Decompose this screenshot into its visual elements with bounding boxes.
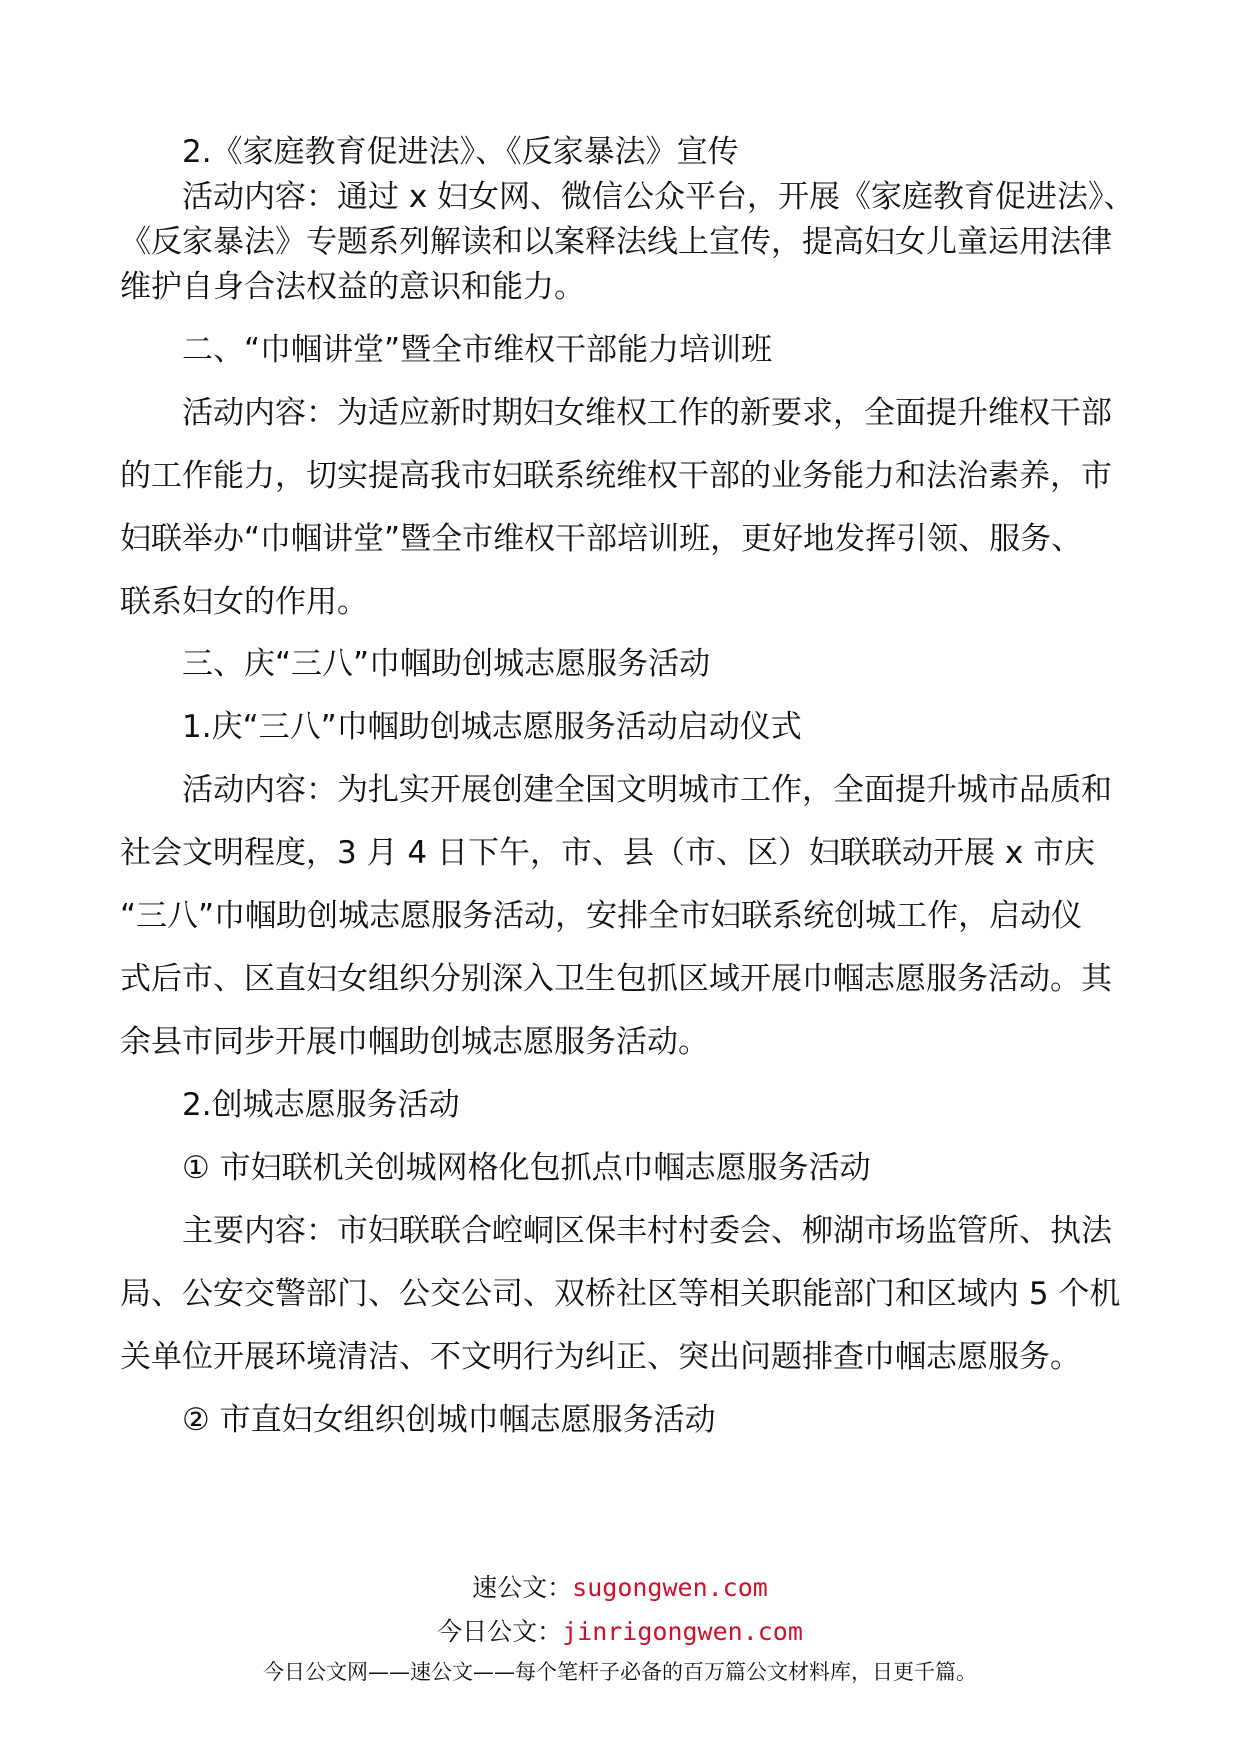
- paragraph-line: “三八”巾帼助创城志愿服务活动，安排全市妇联系统创城工作，启动仪: [120, 898, 1083, 935]
- paragraph-line: 活动内容：为适应新时期妇女维权工作的新要求，全面提升维权干部: [182, 394, 1112, 431]
- footer-tagline: 今日公文网——速公文——每个笔杆子必备的百万篇公文材料库，日更千篇。: [263, 1660, 977, 1684]
- list-item-1: ① 市妇联机关创城网格化包抓点巾帼志愿服务活动: [182, 1149, 871, 1186]
- paragraph-line: 余县市同步开展巾帼助创城志愿服务活动。: [120, 1024, 709, 1061]
- paragraph-line: 维护自身合法权益的意识和能力。: [120, 268, 585, 305]
- list-item-2: ② 市直妇女组织创城巾帼志愿服务活动: [182, 1401, 716, 1438]
- paragraph-line: 联系妇女的作用。: [120, 583, 368, 620]
- paragraph-line: 活动内容：通过 x 妇女网、微信公众平台，开展《家庭教育促进法》、: [182, 178, 1135, 215]
- paragraph-line: 式后市、区直妇女组织分别深入卫生包抓区域开展巾帼志愿服务活动。其: [120, 961, 1112, 998]
- heading-2-family-law: 2.《家庭教育促进法》、《反家暴法》宣传: [182, 134, 739, 170]
- subheading-2: 2.创城志愿服务活动: [182, 1087, 460, 1123]
- footer-label: 速公文：: [472, 1573, 573, 1602]
- footer-label: 今日公文：: [437, 1617, 563, 1646]
- paragraph-line: 社会文明程度，3 月 4 日下午，市、县（市、区）妇联联动开展 x 市庆: [120, 835, 1096, 872]
- document-body: [120, 130, 1135, 1443]
- paragraph-line: 妇联举办“巾帼讲堂”暨全市维权干部培训班，更好地发挥引领、服务、: [120, 520, 1083, 557]
- paragraph-line: 的工作能力，切实提高我市妇联系统维权干部的业务能力和法治素养，市: [120, 457, 1112, 494]
- section-heading-2: 二、“巾帼讲堂”暨全市维权干部能力培训班: [182, 331, 773, 368]
- paragraph-line: 局、公安交警部门、公交公司、双桥社区等相关职能部门和区域内 5 个机: [120, 1275, 1121, 1312]
- subheading-1: 1.庆“三八”巾帼助创城志愿服务活动启动仪式: [182, 709, 802, 746]
- paragraph-line: 主要内容：市妇联联合崆峒区保丰村村委会、柳湖市场监管所、执法: [182, 1212, 1112, 1249]
- footer-link-jinrigongwen[interactable]: jinrigongwen.com: [562, 1617, 803, 1646]
- section-heading-3: 三、庆“三八”巾帼助创城志愿服务活动: [182, 646, 711, 683]
- footer-jinrigongwen: [0, 1612, 1240, 1648]
- paragraph-line: 关单位开展环境清洁、不文明行为纠正、突出问题排查巾帼志愿服务。: [120, 1338, 1081, 1375]
- paragraph-line: 活动内容：为扎实开展创建全国文明城市工作，全面提升城市品质和: [182, 772, 1112, 809]
- footer-sugongwen: [0, 1568, 1240, 1604]
- footer-link-sugongwen[interactable]: sugongwen.com: [572, 1573, 768, 1602]
- paragraph-line: 《反家暴法》专题系列解读和以案释法线上宣传，提高妇女儿童运用法律: [120, 223, 1112, 260]
